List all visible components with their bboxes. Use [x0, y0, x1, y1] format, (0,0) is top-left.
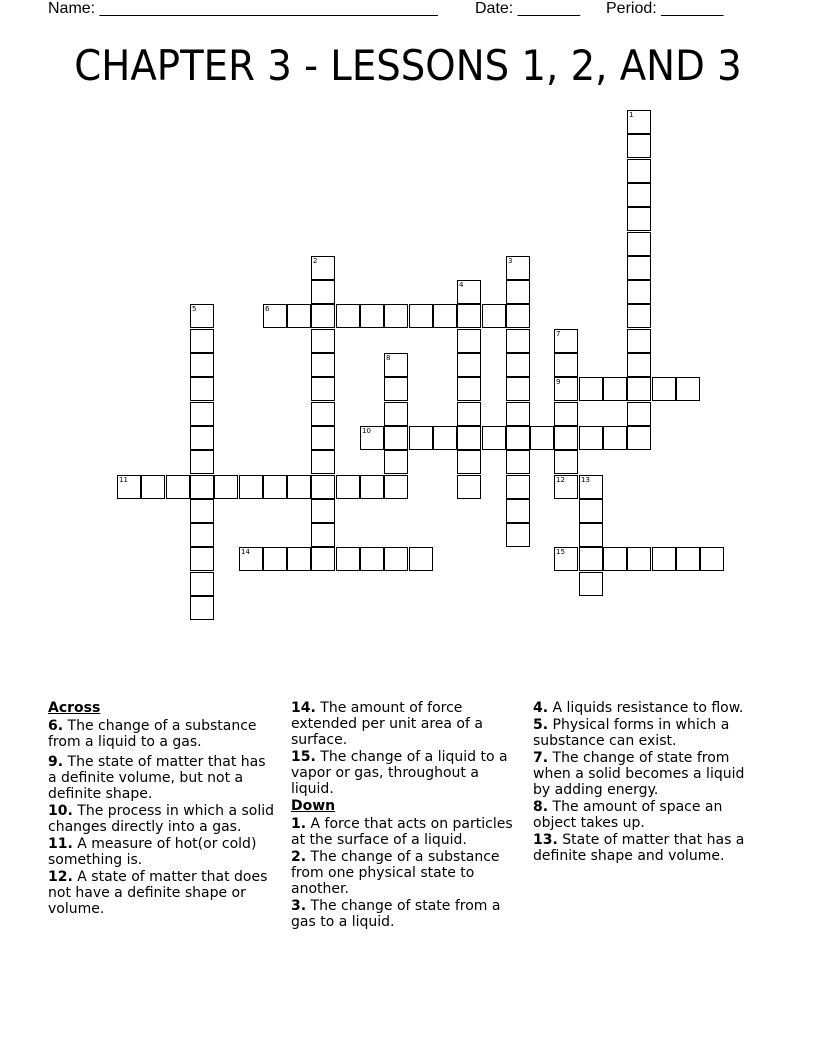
grid-cell[interactable]	[457, 329, 481, 353]
clue-text: State of matter that has a definite shape and volume.	[533, 832, 745, 864]
grid-cell[interactable]	[506, 256, 530, 280]
grid-cell[interactable]	[190, 523, 214, 547]
grid-cell[interactable]	[190, 596, 214, 620]
grid-cell[interactable]	[506, 304, 530, 328]
grid-cell[interactable]	[506, 353, 530, 377]
grid-cell[interactable]	[384, 402, 408, 426]
name-field[interactable]: Name: ______________________________________	[48, 0, 438, 17]
grid-cell[interactable]	[627, 256, 651, 280]
grid-cell[interactable]	[652, 547, 676, 571]
page-title: CHAPTER 3 - LESSONS 1, 2, AND 3	[74, 41, 742, 90]
grid-cell[interactable]	[190, 547, 214, 571]
grid-cell[interactable]	[311, 304, 335, 328]
grid-cell[interactable]	[117, 475, 141, 499]
grid-cell[interactable]	[190, 329, 214, 353]
clue-text: Physical forms in which a substance can exist.	[533, 717, 730, 749]
grid-cell[interactable]	[311, 329, 335, 353]
grid-cell[interactable]	[506, 426, 530, 450]
cell-number: 9	[556, 378, 561, 386]
clue-number: 11.	[48, 836, 73, 852]
down-clue	[291, 816, 521, 848]
grid-cell[interactable]	[554, 426, 578, 450]
cell-number: 3	[508, 257, 513, 265]
grid-cell[interactable]	[506, 402, 530, 426]
grid-cell[interactable]	[506, 280, 530, 304]
clue-number: 13.	[533, 832, 558, 848]
clue-text: The change of a liquid to a vapor or gas, throughout a liquid.	[291, 749, 508, 797]
grid-cell[interactable]	[409, 426, 433, 450]
grid-cell[interactable]	[311, 426, 335, 450]
grid-cell[interactable]	[627, 207, 651, 231]
grid-cell[interactable]	[311, 547, 335, 571]
clue-number: 4.	[533, 700, 549, 716]
grid-cell[interactable]	[336, 547, 360, 571]
grid-cell[interactable]	[141, 475, 165, 499]
grid-cell[interactable]	[409, 304, 433, 328]
grid-cell[interactable]	[627, 426, 651, 450]
clue-text: The change of a substance from a liquid to a gas.	[48, 718, 257, 750]
grid-cell[interactable]	[457, 377, 481, 401]
grid-cell[interactable]	[627, 402, 651, 426]
cell-number: 5	[192, 305, 197, 313]
clues-column-2	[291, 700, 521, 931]
across-clue	[48, 754, 278, 802]
grid-cell[interactable]	[627, 183, 651, 207]
clue-text: A state of matter that does not have a definite shape or volume.	[48, 869, 268, 917]
grid-cell[interactable]	[627, 377, 651, 401]
grid-cell[interactable]	[627, 110, 651, 134]
grid-cell[interactable]	[384, 353, 408, 377]
cell-number: 15	[556, 548, 565, 556]
grid-cell[interactable]	[530, 426, 554, 450]
grid-cell[interactable]	[627, 353, 651, 377]
grid-cell[interactable]	[239, 475, 263, 499]
grid-cell[interactable]	[603, 377, 627, 401]
grid-cell[interactable]	[311, 377, 335, 401]
grid-cell[interactable]	[239, 547, 263, 571]
clue-text: The amount of space an object takes up.	[533, 799, 723, 831]
grid-cell[interactable]	[579, 426, 603, 450]
grid-cell[interactable]	[579, 377, 603, 401]
cell-number: 2	[313, 257, 318, 265]
grid-cell[interactable]	[676, 547, 700, 571]
grid-cell[interactable]	[360, 304, 384, 328]
clue-number: 3.	[291, 898, 307, 914]
cell-number: 14	[241, 548, 250, 556]
clues-column-1	[48, 700, 278, 918]
down-heading: Down	[291, 798, 336, 814]
grid-cell[interactable]	[384, 547, 408, 571]
grid-cell[interactable]	[554, 450, 578, 474]
cell-number: 11	[119, 476, 128, 484]
clue-number: 5.	[533, 717, 549, 733]
across-clue	[48, 718, 278, 750]
grid-cell[interactable]	[190, 475, 214, 499]
down-clue	[533, 799, 763, 831]
grid-cell[interactable]	[311, 280, 335, 304]
grid-cell[interactable]	[457, 475, 481, 499]
grid-cell[interactable]	[433, 304, 457, 328]
grid-cell[interactable]	[627, 280, 651, 304]
grid-cell[interactable]	[554, 329, 578, 353]
clue-text: A measure of hot(or cold) something is.	[48, 836, 257, 868]
grid-cell[interactable]	[457, 450, 481, 474]
date-field[interactable]: Date: _______	[475, 0, 580, 17]
grid-cell[interactable]	[457, 353, 481, 377]
grid-cell[interactable]	[676, 377, 700, 401]
grid-cell[interactable]	[457, 280, 481, 304]
grid-cell[interactable]	[627, 547, 651, 571]
grid-cell[interactable]	[311, 450, 335, 474]
grid-cell[interactable]	[311, 475, 335, 499]
grid-cell[interactable]	[579, 523, 603, 547]
clue-number: 8.	[533, 799, 549, 815]
grid-cell[interactable]	[506, 475, 530, 499]
grid-cell[interactable]	[263, 547, 287, 571]
grid-cell[interactable]	[384, 304, 408, 328]
grid-cell[interactable]	[190, 353, 214, 377]
down-clue	[533, 750, 763, 798]
grid-cell[interactable]	[506, 450, 530, 474]
grid-cell[interactable]	[336, 475, 360, 499]
cell-number: 12	[556, 476, 565, 484]
grid-cell[interactable]	[287, 304, 311, 328]
grid-cell[interactable]	[384, 377, 408, 401]
grid-cell[interactable]	[627, 304, 651, 328]
cell-number: 7	[556, 330, 561, 338]
down-clue	[533, 832, 763, 864]
grid-cell[interactable]	[603, 426, 627, 450]
grid-cell[interactable]	[579, 499, 603, 523]
grid-cell[interactable]	[311, 353, 335, 377]
across-heading: Across	[48, 700, 101, 716]
clue-number: 6.	[48, 718, 64, 734]
clue-text: A force that acts on particles at the surface of a liquid.	[291, 816, 513, 848]
grid-cell[interactable]	[360, 426, 384, 450]
clue-text: The change of state from when a solid becomes a liquid by adding energy.	[533, 750, 745, 798]
grid-cell[interactable]	[190, 450, 214, 474]
grid-cell[interactable]	[579, 547, 603, 571]
grid-cell[interactable]	[482, 426, 506, 450]
grid-cell[interactable]	[554, 353, 578, 377]
grid-cell[interactable]	[311, 402, 335, 426]
grid-cell[interactable]	[433, 426, 457, 450]
clue-number: 14.	[291, 700, 316, 716]
grid-cell[interactable]	[554, 402, 578, 426]
grid-cell[interactable]	[700, 547, 724, 571]
grid-cell[interactable]	[190, 402, 214, 426]
grid-cell[interactable]	[603, 547, 627, 571]
grid-cell[interactable]	[190, 426, 214, 450]
clue-number: 7.	[533, 750, 549, 766]
grid-cell[interactable]	[506, 329, 530, 353]
clue-number: 15.	[291, 749, 316, 765]
grid-cell[interactable]	[190, 304, 214, 328]
grid-cell[interactable]	[457, 402, 481, 426]
grid-cell[interactable]	[214, 475, 238, 499]
cell-number: 13	[581, 476, 590, 484]
grid-cell[interactable]	[311, 523, 335, 547]
grid-cell[interactable]	[627, 134, 651, 158]
cell-number: 1	[629, 111, 634, 119]
grid-cell[interactable]	[166, 475, 190, 499]
clues-column-3	[533, 700, 763, 865]
grid-cell[interactable]	[311, 256, 335, 280]
grid-cell[interactable]	[384, 426, 408, 450]
across-clue	[48, 869, 278, 917]
clue-text: The change of state from a gas to a liquid.	[291, 898, 501, 930]
down-clue	[533, 717, 763, 749]
cell-number: 6	[265, 305, 270, 313]
grid-cell[interactable]	[506, 499, 530, 523]
clue-text: The amount of force extended per unit area of a surface.	[291, 700, 483, 748]
grid-cell[interactable]	[287, 547, 311, 571]
clue-number: 12.	[48, 869, 73, 885]
across-clue	[291, 700, 521, 748]
clue-number: 1.	[291, 816, 307, 832]
grid-cell[interactable]	[336, 304, 360, 328]
grid-cell[interactable]	[554, 547, 578, 571]
grid-cell[interactable]	[627, 159, 651, 183]
grid-cell[interactable]	[579, 475, 603, 499]
clue-text: The change of a substance from one physical state to another.	[291, 849, 500, 897]
grid-cell[interactable]	[190, 377, 214, 401]
grid-cell[interactable]	[506, 377, 530, 401]
grid-cell[interactable]	[554, 475, 578, 499]
down-clue	[291, 898, 521, 930]
clue-number: 2.	[291, 849, 307, 865]
grid-cell[interactable]	[263, 304, 287, 328]
period-field[interactable]: Period: _______	[606, 0, 724, 17]
down-clue	[291, 849, 521, 897]
grid-cell[interactable]	[627, 232, 651, 256]
cell-number: 4	[459, 281, 464, 289]
grid-cell[interactable]	[554, 377, 578, 401]
down-clue	[533, 700, 763, 716]
clue-text: A liquids resistance to flow.	[552, 700, 744, 716]
clue-text: The process in which a solid changes directly into a gas.	[48, 803, 275, 835]
grid-cell[interactable]	[360, 475, 384, 499]
grid-cell[interactable]	[627, 329, 651, 353]
grid-cell[interactable]	[190, 499, 214, 523]
grid-cell[interactable]	[384, 450, 408, 474]
grid-cell[interactable]	[482, 304, 506, 328]
grid-cell[interactable]	[190, 572, 214, 596]
grid-cell[interactable]	[579, 572, 603, 596]
clue-text: The state of matter that has a definite volume, but not a definite shape.	[48, 754, 266, 802]
across-clue	[291, 749, 521, 797]
grid-cell[interactable]	[287, 475, 311, 499]
across-clue	[48, 836, 278, 868]
clue-number: 10.	[48, 803, 73, 819]
grid-cell[interactable]	[457, 426, 481, 450]
grid-cell[interactable]	[384, 475, 408, 499]
grid-cell[interactable]	[652, 377, 676, 401]
grid-cell[interactable]	[409, 547, 433, 571]
clue-number: 9.	[48, 754, 64, 770]
grid-cell[interactable]	[457, 304, 481, 328]
grid-cell[interactable]	[360, 547, 384, 571]
across-clue	[48, 803, 278, 835]
grid-cell[interactable]	[506, 523, 530, 547]
cell-number: 8	[386, 354, 391, 362]
cell-number: 10	[362, 427, 371, 435]
grid-cell[interactable]	[311, 499, 335, 523]
grid-cell[interactable]	[263, 475, 287, 499]
